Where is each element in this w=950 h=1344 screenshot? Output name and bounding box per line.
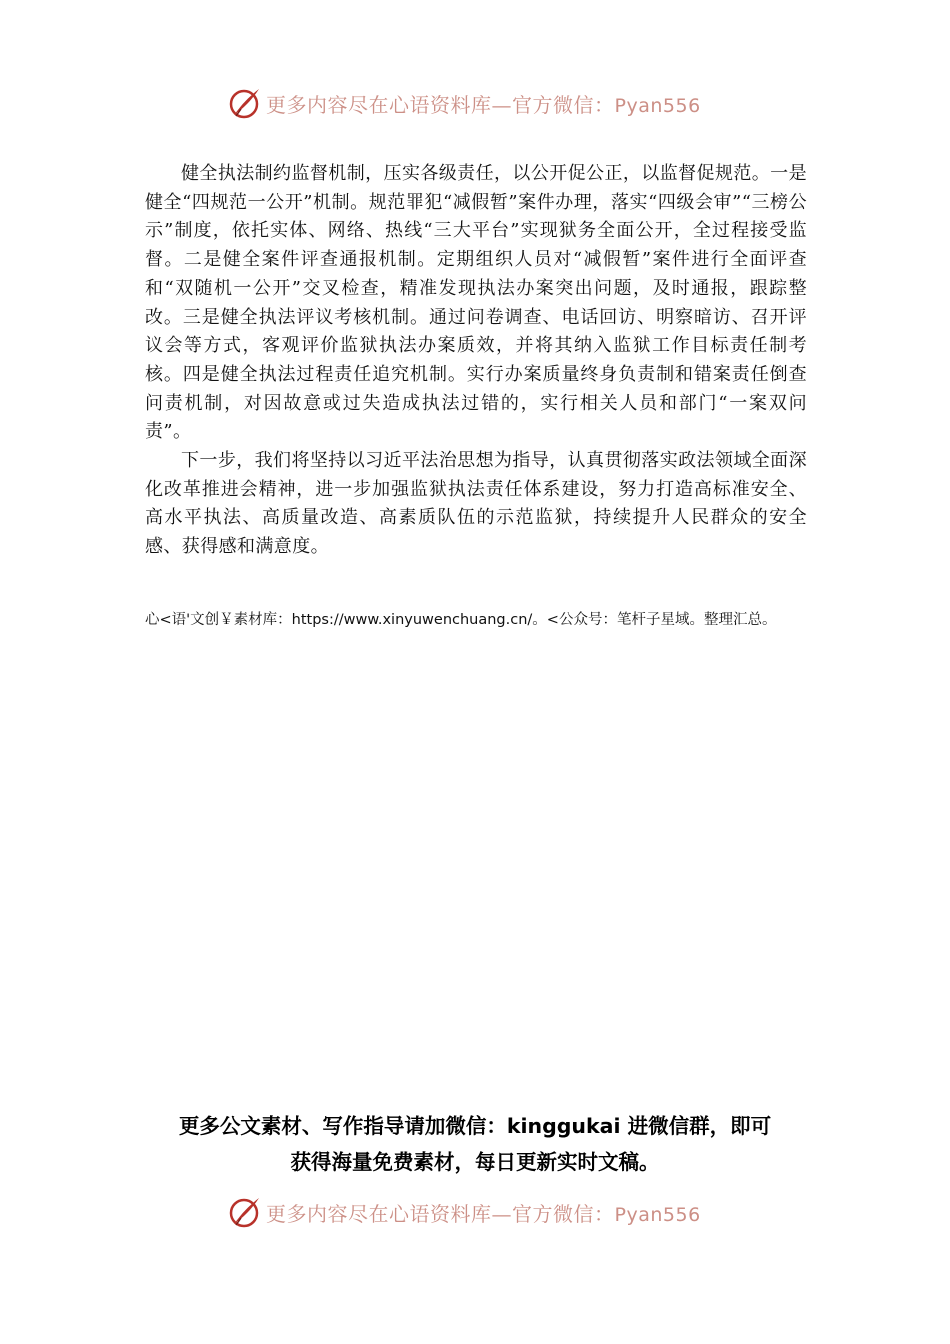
document-body xyxy=(145,160,807,562)
banner-text: 更多内容尽在心语资料库—官方微信：Pyan556 xyxy=(266,1201,701,1226)
wechat-id: Pyan556 xyxy=(614,1203,701,1226)
promo-line: 更多公文素材、写作指导请加微信：kinggukai 进微信群，即可 xyxy=(178,1114,772,1138)
wechat-id: Pyan556 xyxy=(614,94,701,117)
paragraph: 下一步，我们将坚持以习近平法治思想为指导，认真贯彻落实政法领域全面深化改革推进会精神，进一步加强监狱执法责任体系建设，努力打造高标准安全、高水平执法、高质量改造、高素质队伍的示范监狱，持续提升人民群众的安全感、获得感和满意度。 xyxy=(145,450,807,558)
quill-pen-logo-icon xyxy=(226,1194,262,1230)
paragraph: 健全执法制约监督机制，压实各级责任，以公开促公正，以监督促规范。一是健全“四规范一公开”机制。规范罪犯“减假暂”案件办理，落实“四级会审”“三榜公示”制度，依托实体、网络、热线“三大平台”实现狱务全面公开，全过程接受监督。二是健全案件评查通报机制。定期组织人员对“减假暂”案件进行全面评查和“双随机一公开”交叉检查，精准发现执法办案突出问题，及时通报，跟踪整改。三是健全执法评议考核机制。通过问卷调查、电话回访、明察暗访、召开评议会等方式，客观评价监狱执法办案质效，并将其纳入监狱工作目标责任制考核。四是健全执法过程责任追究机制。实行办案质量终身负责制和错案责任倒查问责机制，对因故意或过失造成执法过错的，实行相关人员和部门“一案双问责”。 xyxy=(145,163,807,443)
banner-text: 更多内容尽在心语资料库—官方微信：Pyan556 xyxy=(266,92,701,117)
footer-banner xyxy=(226,1192,746,1232)
promo-line: 获得海量免费素材，每日更新实时文稿。 xyxy=(290,1150,660,1174)
quill-pen-logo-icon xyxy=(226,85,262,121)
source-attribution: 心<语'文创￥素材库：https://www.xinyuwenchuang.cn/。<公众号：笔杆子星域。整理汇总。 xyxy=(145,612,777,628)
header-banner xyxy=(226,83,746,123)
promo-notice xyxy=(120,1108,830,1180)
